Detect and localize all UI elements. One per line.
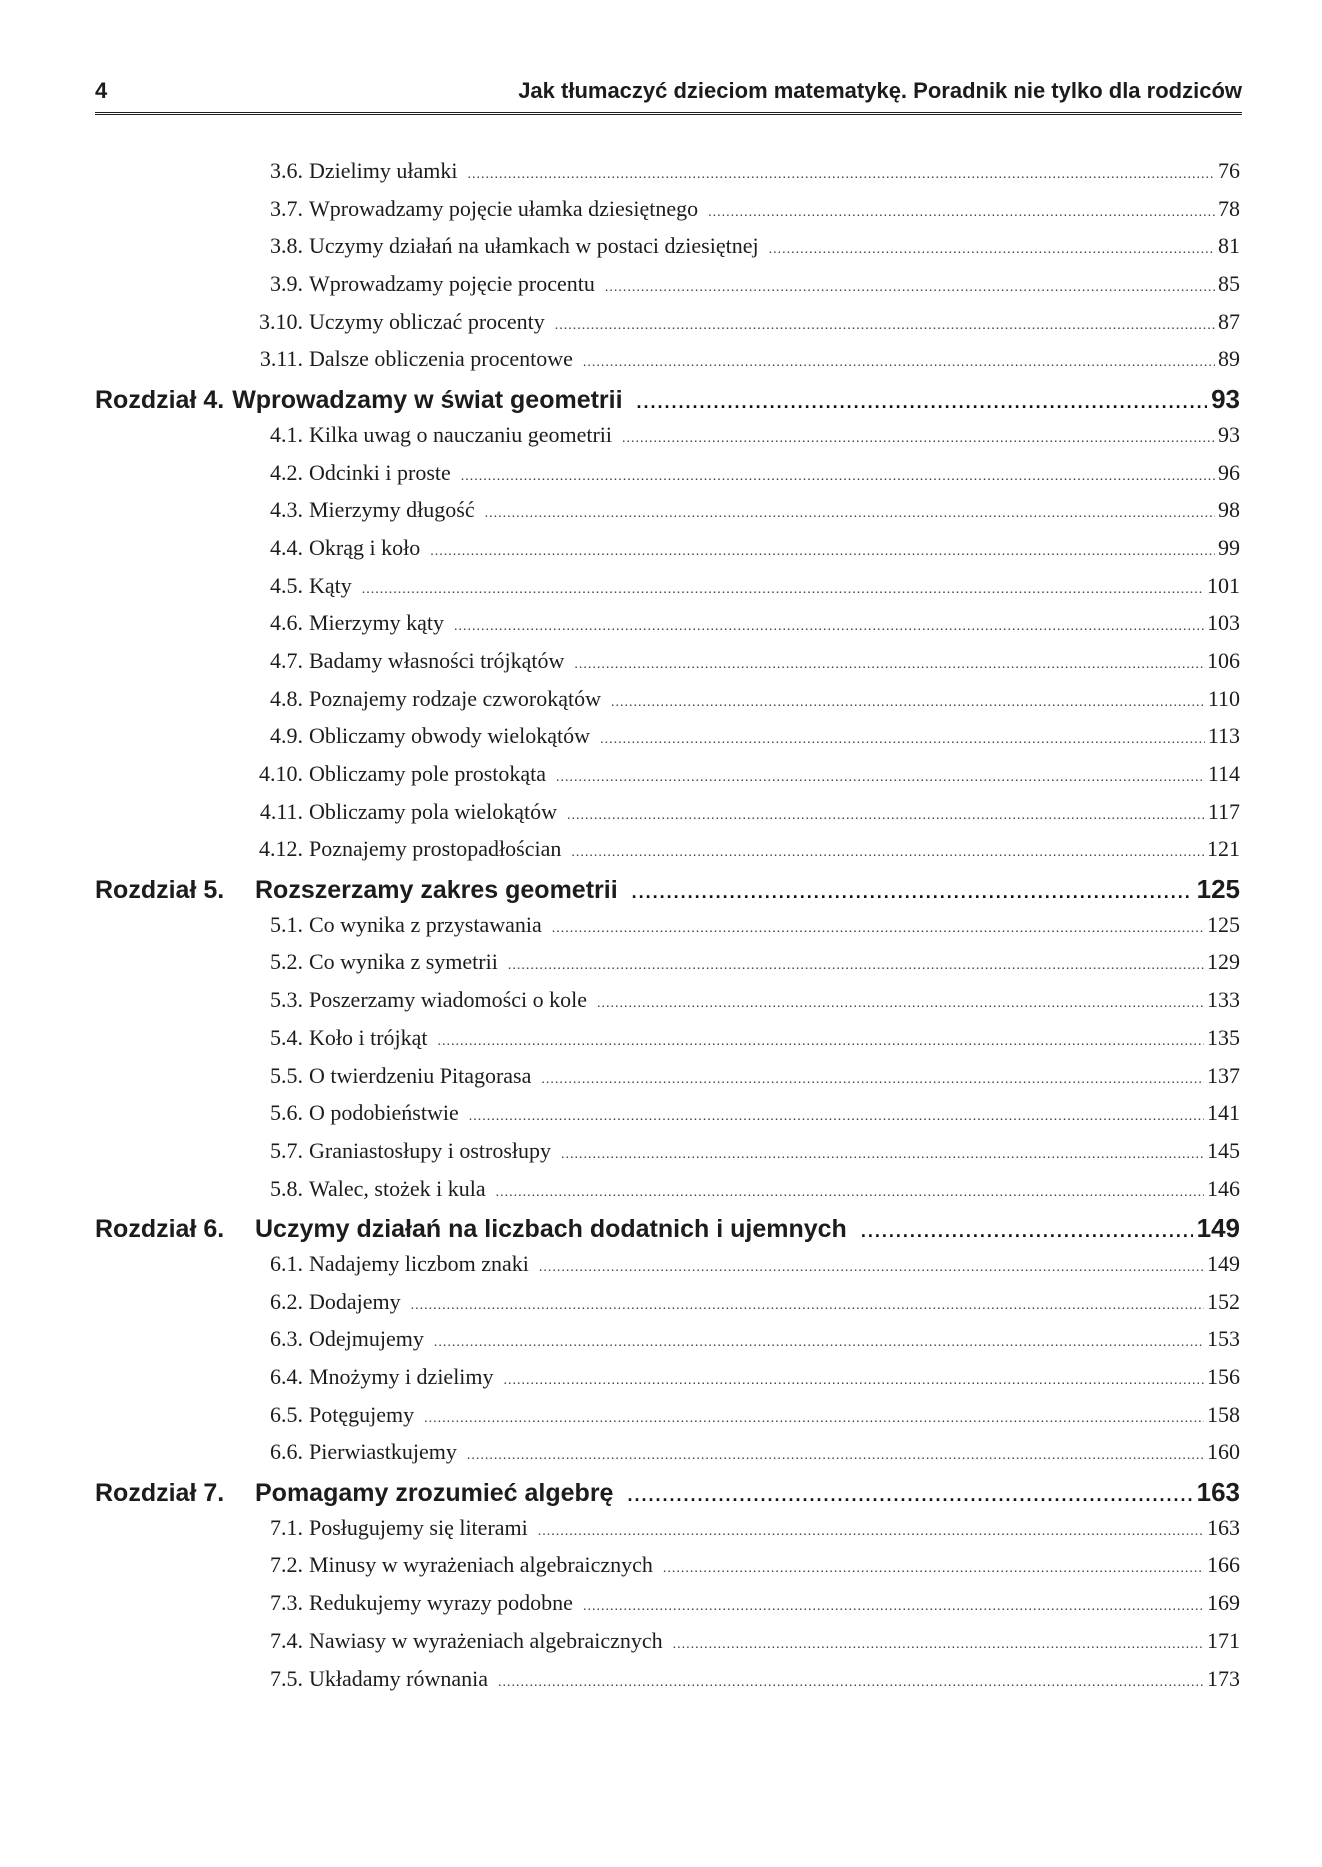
dot-leader — [438, 1034, 1204, 1050]
dot-leader — [467, 167, 1215, 183]
section-title: Nawiasy w wyrażeniach algebraicznych — [309, 1627, 663, 1653]
dot-leader — [424, 1411, 1204, 1427]
section-number: 4.1. — [270, 421, 303, 447]
section-title: Poznajemy rodzaje czworokątów — [309, 685, 601, 711]
section-title: Mierzymy kąty — [309, 610, 445, 636]
toc-entry-7-5[interactable] — [95, 1666, 1240, 1704]
page-ref: 93 — [1211, 384, 1240, 415]
page-ref: 149 — [1196, 1213, 1240, 1244]
page-ref: 101 — [1207, 572, 1240, 598]
toc-entry-4-6[interactable] — [95, 610, 1240, 648]
section-title: Co wynika z przystawania — [309, 911, 542, 937]
dot-leader — [567, 808, 1205, 824]
dot-leader — [571, 845, 1204, 861]
section-title: Poznajemy prostopadłościan — [309, 836, 562, 862]
section-number: 3.8. — [270, 233, 303, 259]
section-title: O podobieństwie — [309, 1100, 459, 1126]
toc-entry-4-7[interactable] — [95, 648, 1240, 686]
dot-leader — [430, 544, 1215, 560]
dot-leader — [541, 1072, 1204, 1088]
section-title: Obliczamy pole prostokąta — [309, 761, 547, 786]
dot-leader — [597, 996, 1204, 1012]
section-number: 4.12. — [259, 836, 303, 862]
toc-entry-5-3[interactable] — [95, 987, 1240, 1025]
section-number: 5.3. — [270, 987, 303, 1013]
page-ref: 117 — [1207, 798, 1240, 824]
toc-entry-7-2[interactable] — [95, 1552, 1240, 1590]
toc-entry-4-9[interactable] — [95, 723, 1240, 761]
dot-leader — [461, 469, 1215, 485]
section-number: 4.2. — [270, 459, 303, 485]
section-title: Mnożymy i dzielimy — [309, 1364, 494, 1389]
section-number: 7.5. — [270, 1665, 303, 1691]
toc-entry-5-2[interactable] — [95, 949, 1240, 987]
section-title: Dzielimy ułamki — [309, 158, 458, 183]
section-title: Posługujemy się literami — [309, 1514, 528, 1540]
section-number: 7.2. — [270, 1552, 303, 1578]
section-title: Poszerzamy wiadomości o kole — [309, 987, 587, 1013]
page-number: 4 — [95, 78, 108, 103]
dot-leader — [539, 1260, 1204, 1276]
section-number: 4.5. — [270, 572, 303, 598]
toc-entry-5-5[interactable] — [95, 1063, 1240, 1101]
section-number: 6.3. — [270, 1326, 303, 1352]
dot-leader — [583, 1599, 1204, 1615]
page-ref: 163 — [1207, 1514, 1240, 1540]
dot-leader — [663, 1561, 1204, 1577]
toc-entry-3-11[interactable] — [95, 346, 1240, 384]
toc-entry-7-3[interactable] — [95, 1590, 1240, 1628]
page-ref: 121 — [1207, 836, 1240, 862]
chapter-title: Rozszerzamy zakres geometrii — [255, 876, 618, 905]
chapter-title: Pomagamy zrozumieć algebrę — [255, 1479, 614, 1508]
page-ref: 125 — [1196, 874, 1240, 905]
page-ref: 145 — [1207, 1137, 1240, 1163]
dot-leader — [583, 355, 1215, 371]
toc-chapter-4[interactable] — [95, 384, 1240, 422]
toc-entry-3-10[interactable] — [95, 309, 1240, 347]
dot-leader — [411, 1298, 1204, 1314]
page-ref: 106 — [1207, 647, 1240, 673]
page-ref: 146 — [1207, 1175, 1240, 1201]
page-ref: 81 — [1218, 233, 1240, 259]
toc-entry-6-4[interactable] — [95, 1364, 1240, 1402]
section-title: Obliczamy pola wielokątów — [309, 798, 558, 824]
section-title: Obliczamy obwody wielokątów — [309, 723, 591, 749]
section-title: Odejmujemy — [309, 1326, 424, 1352]
table-of-contents — [95, 158, 1240, 1703]
section-title: Dalsze obliczenia procentowe — [309, 346, 573, 372]
page-ref: 85 — [1218, 271, 1240, 297]
page-ref: 87 — [1218, 308, 1240, 334]
section-title: Walec, stożek i kula — [309, 1175, 486, 1201]
page-ref: 93 — [1218, 421, 1240, 447]
section-title: Minusy w wyrażeniach algebraicznych — [309, 1552, 653, 1578]
chapter-label: Rozdział 4. — [95, 386, 225, 415]
page-ref: 99 — [1218, 534, 1240, 560]
dot-leader — [561, 1147, 1204, 1163]
dot-leader — [555, 318, 1215, 334]
page-ref: 171 — [1207, 1627, 1240, 1653]
toc-entry-4-4[interactable] — [95, 535, 1240, 573]
section-number: 7.3. — [270, 1590, 303, 1616]
page-ref: 141 — [1207, 1100, 1240, 1126]
toc-chapter-6[interactable] — [95, 1213, 1240, 1251]
toc-entry-5-4[interactable] — [95, 1025, 1240, 1063]
toc-entry-3-6[interactable] — [95, 158, 1240, 196]
section-title: Wprowadzamy pojęcie procentu — [309, 271, 595, 297]
toc-entry-3-7[interactable] — [95, 196, 1240, 234]
section-title: Układamy równania — [309, 1665, 488, 1691]
page-ref: 110 — [1207, 685, 1240, 711]
section-number: 7.4. — [270, 1627, 303, 1653]
page-ref: 125 — [1207, 911, 1240, 937]
dot-leader — [611, 695, 1205, 711]
running-title: Jak tłumaczyć dzieciom matematykę. Poradnik nie tylko dla rodziców — [518, 78, 1242, 103]
dot-leader — [552, 921, 1204, 937]
toc-entry-5-7[interactable] — [95, 1138, 1240, 1176]
toc-entry-5-6[interactable] — [95, 1100, 1240, 1138]
section-title: Nadajemy liczbom znaki — [309, 1250, 529, 1276]
section-title: O twierdzeniu Pitagorasa — [309, 1062, 532, 1088]
section-number: 6.2. — [270, 1288, 303, 1314]
section-number: 5.6. — [270, 1100, 303, 1126]
section-title: Uczymy obliczać procenty — [309, 308, 545, 334]
toc-entry-4-5[interactable] — [95, 573, 1240, 611]
section-title: Kilka uwag o nauczaniu geometrii — [309, 421, 613, 447]
section-number: 3.11. — [259, 346, 303, 372]
section-number: 4.10. — [259, 761, 303, 786]
section-title: Koło i trójkąt — [309, 1024, 428, 1050]
section-number: 5.7. — [270, 1137, 303, 1163]
section-number: 4.3. — [270, 497, 303, 523]
dot-leader — [508, 958, 1204, 974]
section-number: 3.9. — [270, 271, 303, 297]
page-ref: 163 — [1196, 1477, 1240, 1508]
dot-leader — [637, 392, 1208, 413]
dot-leader — [769, 242, 1215, 258]
toc-entry-4-2[interactable] — [95, 460, 1240, 498]
page-ref: 153 — [1207, 1326, 1240, 1352]
toc-entry-7-4[interactable] — [95, 1628, 1240, 1666]
section-number: 7.1. — [270, 1514, 303, 1540]
section-title: Kąty — [309, 572, 352, 598]
toc-entry-7-1[interactable] — [95, 1515, 1240, 1553]
toc-entry-5-1[interactable] — [95, 912, 1240, 950]
dot-leader — [861, 1221, 1193, 1242]
section-number: 4.9. — [270, 723, 303, 749]
section-number: 5.8. — [270, 1175, 303, 1201]
section-title: Mierzymy długość — [309, 497, 475, 523]
section-title: Uczymy działań na ułamkach w postaci dziesiętnej — [309, 233, 759, 259]
toc-entry-4-10[interactable] — [95, 761, 1240, 799]
section-number: 4.4. — [270, 534, 303, 560]
toc-entry-6-1[interactable] — [95, 1251, 1240, 1289]
toc-entry-6-3[interactable] — [95, 1326, 1240, 1364]
dot-leader — [673, 1637, 1204, 1653]
section-number: 5.5. — [270, 1062, 303, 1088]
toc-chapter-5[interactable] — [95, 874, 1240, 912]
section-number: 6.4. — [270, 1364, 303, 1389]
dot-leader — [627, 1485, 1192, 1506]
section-number: 5.4. — [270, 1024, 303, 1050]
section-number: 4.6. — [270, 610, 303, 636]
section-title: Badamy własności trójkątów — [309, 647, 565, 673]
dot-leader — [605, 280, 1215, 296]
dot-leader — [469, 1109, 1204, 1125]
dot-leader — [556, 770, 1205, 786]
page-ref: 156 — [1207, 1364, 1240, 1389]
page-ref: 149 — [1207, 1250, 1240, 1276]
dot-leader — [538, 1524, 1204, 1540]
page-ref: 129 — [1207, 949, 1240, 975]
toc-entry-6-2[interactable] — [95, 1289, 1240, 1327]
toc-entry-6-6[interactable] — [95, 1439, 1240, 1477]
dot-leader — [708, 205, 1215, 221]
toc-entry-4-8[interactable] — [95, 686, 1240, 724]
dot-leader — [485, 506, 1215, 522]
chapter-label: Rozdział 6. — [95, 1215, 225, 1244]
section-title: Co wynika z symetrii — [309, 949, 498, 975]
page-ref: 166 — [1207, 1552, 1240, 1578]
page-ref: 158 — [1207, 1401, 1240, 1427]
dot-leader — [496, 1185, 1204, 1201]
section-number: 3.6. — [270, 158, 303, 183]
page-ref: 113 — [1207, 723, 1240, 749]
chapter-title: Uczymy działań na liczbach dodatnich i ujemnych — [255, 1215, 847, 1244]
dot-leader — [362, 582, 1204, 598]
toc-entry-4-12[interactable] — [95, 836, 1240, 874]
dot-leader — [498, 1675, 1204, 1691]
page-ref: 114 — [1207, 761, 1240, 786]
dot-leader — [434, 1335, 1204, 1351]
page-ref: 96 — [1218, 459, 1240, 485]
dot-leader — [622, 431, 1215, 447]
section-number: 5.2. — [270, 949, 303, 975]
toc-entry-3-8[interactable] — [95, 233, 1240, 271]
toc-entry-4-3[interactable] — [95, 497, 1240, 535]
page-ref: 103 — [1207, 610, 1240, 636]
toc-entry-3-9[interactable] — [95, 271, 1240, 309]
section-title: Dodajemy — [309, 1288, 401, 1314]
section-title: Pierwiastkujemy — [309, 1439, 457, 1465]
section-title: Okrąg i koło — [309, 534, 421, 560]
page-ref: 78 — [1218, 195, 1240, 221]
page-ref: 76 — [1218, 158, 1240, 183]
dot-leader — [504, 1373, 1204, 1389]
toc-entry-4-11[interactable] — [95, 799, 1240, 837]
section-title: Wprowadzamy pojęcie ułamka dziesiętnego — [309, 195, 699, 221]
toc-entry-6-5[interactable] — [95, 1402, 1240, 1440]
page-ref: 133 — [1207, 987, 1240, 1013]
page-ref: 98 — [1218, 497, 1240, 523]
toc-entry-4-1[interactable] — [95, 422, 1240, 460]
section-number: 3.10. — [259, 308, 303, 334]
dot-leader — [632, 882, 1193, 903]
section-number: 5.1. — [270, 911, 303, 937]
page-ref: 169 — [1207, 1590, 1240, 1616]
page-ref: 135 — [1207, 1024, 1240, 1050]
section-number: 6.1. — [270, 1250, 303, 1276]
dot-leader — [600, 732, 1205, 748]
section-number: 3.7. — [270, 195, 303, 221]
chapter-label: Rozdział 7. — [95, 1479, 225, 1508]
toc-entry-5-8[interactable] — [95, 1176, 1240, 1214]
section-number: 6.6. — [270, 1439, 303, 1465]
section-title: Potęgujemy — [309, 1401, 415, 1427]
page-ref: 173 — [1207, 1665, 1240, 1691]
section-title: Graniastosłupy i ostrosłupy — [309, 1137, 551, 1163]
section-number: 4.11. — [259, 798, 303, 824]
chapter-label: Rozdział 5. — [95, 876, 225, 905]
page-ref: 160 — [1207, 1439, 1240, 1465]
dot-leader — [574, 657, 1204, 673]
page-ref: 89 — [1218, 346, 1240, 372]
section-number: 6.5. — [270, 1401, 303, 1427]
dot-leader — [454, 619, 1204, 635]
page-ref: 137 — [1207, 1062, 1240, 1088]
page-header — [95, 76, 1242, 115]
toc-chapter-7[interactable] — [95, 1477, 1240, 1515]
section-title: Odcinki i proste — [309, 459, 451, 485]
section-number: 4.7. — [270, 647, 303, 673]
section-number: 4.8. — [270, 685, 303, 711]
page-ref: 152 — [1207, 1288, 1240, 1314]
chapter-title: Wprowadzamy w świat geometrii — [232, 386, 623, 415]
dot-leader — [467, 1448, 1204, 1464]
section-title: Redukujemy wyrazy podobne — [309, 1590, 573, 1616]
